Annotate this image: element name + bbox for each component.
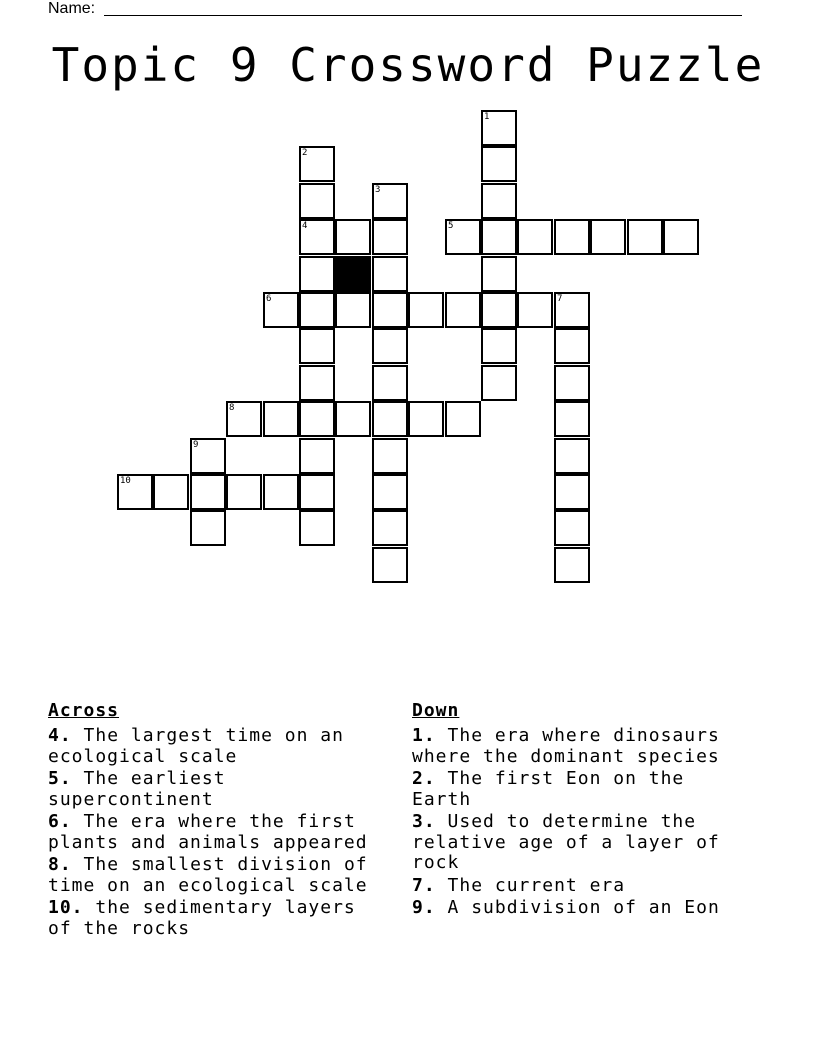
grid-cell[interactable] bbox=[372, 292, 408, 328]
grid-cell[interactable] bbox=[554, 219, 590, 255]
grid-cell[interactable] bbox=[153, 474, 189, 510]
cell-number: 7 bbox=[557, 294, 563, 304]
grid-cell[interactable] bbox=[445, 401, 481, 437]
grid-cell[interactable] bbox=[190, 510, 226, 546]
grid-cell[interactable] bbox=[372, 510, 408, 546]
grid-cell[interactable] bbox=[117, 474, 153, 510]
grid-cell[interactable] bbox=[299, 292, 335, 328]
grid-cell[interactable] bbox=[590, 219, 626, 255]
clue-number: 5. bbox=[48, 768, 72, 789]
name-label: Name: bbox=[48, 0, 96, 17]
grid-cell[interactable] bbox=[299, 474, 335, 510]
grid-cell[interactable] bbox=[481, 110, 517, 146]
grid-cell[interactable] bbox=[299, 365, 335, 401]
grid-cell[interactable] bbox=[299, 219, 335, 255]
across-heading: Across bbox=[48, 700, 120, 721]
grid-cell[interactable] bbox=[517, 219, 553, 255]
grid-cell[interactable] bbox=[226, 474, 262, 510]
grid-cell[interactable] bbox=[372, 474, 408, 510]
grid-cell[interactable] bbox=[263, 292, 299, 328]
clue-number: 10. bbox=[48, 897, 84, 918]
grid-cell[interactable] bbox=[481, 328, 517, 364]
grid-cell[interactable] bbox=[481, 146, 517, 182]
clue-text: The first Eon on the Earth bbox=[412, 768, 685, 810]
down-clues bbox=[412, 700, 752, 921]
grid-cell[interactable] bbox=[335, 219, 371, 255]
cell-number: 6 bbox=[266, 294, 272, 304]
cell-number: 8 bbox=[229, 403, 235, 413]
grid-cell[interactable] bbox=[263, 474, 299, 510]
grid-cell[interactable] bbox=[554, 547, 590, 583]
grid-cell[interactable] bbox=[263, 401, 299, 437]
clue-text: A subdivision of an Eon bbox=[447, 897, 720, 918]
grid-cell[interactable] bbox=[335, 401, 371, 437]
cell-number: 9 bbox=[193, 440, 199, 450]
grid-cell[interactable] bbox=[481, 219, 517, 255]
grid-cell[interactable] bbox=[445, 219, 481, 255]
grid-cell[interactable] bbox=[372, 438, 408, 474]
clue-number: 1. bbox=[412, 725, 436, 746]
clue-text: The smallest division of time on an ecological scale bbox=[48, 854, 368, 896]
grid-cell[interactable] bbox=[554, 474, 590, 510]
grid-cell[interactable] bbox=[481, 256, 517, 292]
grid-cell[interactable] bbox=[372, 219, 408, 255]
clue-text: The earliest supercontinent bbox=[48, 768, 226, 810]
grid-cell[interactable] bbox=[408, 292, 444, 328]
grid-cell[interactable] bbox=[190, 474, 226, 510]
grid-cell[interactable] bbox=[372, 183, 408, 219]
grid-cell[interactable] bbox=[372, 547, 408, 583]
clue-down-7 bbox=[412, 876, 752, 897]
clue-across-6 bbox=[48, 812, 388, 853]
clue-text: The largest time on an ecological scale bbox=[48, 725, 344, 767]
clue-number: 4. bbox=[48, 725, 72, 746]
grid-cell[interactable] bbox=[299, 146, 335, 182]
grid-cell[interactable] bbox=[554, 328, 590, 364]
clue-across-8 bbox=[48, 855, 388, 896]
grid-cell[interactable] bbox=[299, 328, 335, 364]
cell-number: 4 bbox=[302, 221, 308, 231]
clue-number: 9. bbox=[412, 897, 436, 918]
grid-cell[interactable] bbox=[335, 292, 371, 328]
grid-cell[interactable] bbox=[554, 292, 590, 328]
grid-cell[interactable] bbox=[554, 438, 590, 474]
grid-cell[interactable] bbox=[517, 292, 553, 328]
cell-number: 5 bbox=[448, 221, 454, 231]
cell-number: 3 bbox=[375, 185, 381, 195]
grid-cell[interactable] bbox=[190, 438, 226, 474]
grid-cell[interactable] bbox=[372, 328, 408, 364]
clue-text: The current era bbox=[447, 874, 626, 896]
clue-number: 2. bbox=[412, 768, 436, 789]
clue-number: 7. bbox=[412, 874, 436, 896]
grid-cell[interactable] bbox=[481, 365, 517, 401]
clue-across-4 bbox=[48, 726, 388, 767]
clue-across-5 bbox=[48, 769, 388, 810]
grid-cell[interactable] bbox=[408, 401, 444, 437]
grid-cell[interactable] bbox=[299, 510, 335, 546]
clue-text: The era where dinosaurs where the dominant species bbox=[412, 725, 720, 767]
clue-down-2 bbox=[412, 769, 752, 810]
grid-cell[interactable] bbox=[481, 292, 517, 328]
clue-down-3 bbox=[412, 812, 752, 874]
black-cell bbox=[335, 256, 371, 292]
grid-cell[interactable] bbox=[299, 183, 335, 219]
grid-cell[interactable] bbox=[554, 365, 590, 401]
cell-number: 10 bbox=[120, 476, 131, 486]
grid-cell[interactable] bbox=[627, 219, 663, 255]
cell-number: 2 bbox=[302, 148, 308, 158]
grid-cell[interactable] bbox=[445, 292, 481, 328]
clue-down-9 bbox=[412, 898, 752, 919]
clue-text: the sedimentary layers of the rocks bbox=[48, 897, 356, 939]
grid-cell[interactable] bbox=[554, 401, 590, 437]
grid-cell[interactable] bbox=[299, 438, 335, 474]
down-heading: Down bbox=[412, 700, 460, 721]
clue-number: 8. bbox=[48, 854, 72, 875]
grid-cell[interactable] bbox=[554, 510, 590, 546]
grid-cell[interactable] bbox=[226, 401, 262, 437]
grid-cell[interactable] bbox=[372, 401, 408, 437]
clue-number: 6. bbox=[48, 811, 72, 832]
grid-cell[interactable] bbox=[663, 219, 699, 255]
page-title: Topic 9 Crossword Puzzle bbox=[51, 38, 765, 92]
clue-across-10 bbox=[48, 898, 388, 939]
clue-text: The era where the first plants and animals appeared bbox=[48, 811, 368, 853]
clue-down-1 bbox=[412, 726, 752, 767]
grid-cell[interactable] bbox=[299, 401, 335, 437]
cell-number: 1 bbox=[484, 112, 490, 122]
clue-number: 3. bbox=[412, 811, 436, 832]
grid-cell[interactable] bbox=[372, 256, 408, 292]
grid-cell[interactable] bbox=[299, 256, 335, 292]
across-clues bbox=[48, 700, 388, 941]
clue-text: Used to determine the relative age of a layer of rock bbox=[412, 811, 720, 873]
grid-cell[interactable] bbox=[372, 365, 408, 401]
grid-cell[interactable] bbox=[481, 183, 517, 219]
